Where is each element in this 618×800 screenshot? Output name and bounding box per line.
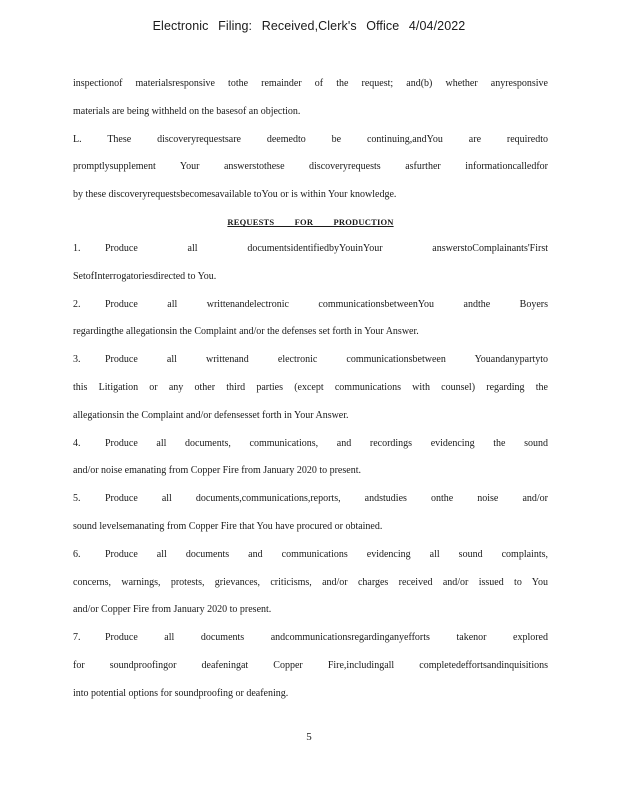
request-line bbox=[73, 485, 548, 513]
request-text: Produce all writtenand electronic communicationsbetween Youandanypartyto bbox=[105, 354, 548, 366]
request-number: 3. bbox=[73, 354, 81, 366]
request-item bbox=[73, 235, 548, 291]
document-body bbox=[73, 70, 548, 708]
request-text: Produce all documents,communications,reports, andstudies onthe noise and/or bbox=[105, 493, 548, 505]
section-title: REQUESTS FOR PRODUCTION bbox=[227, 216, 394, 227]
request-text: Produce all documents andcommunicationsregardinganyefforts takenor explored bbox=[105, 632, 548, 644]
intro-line: materials are being withheld on the basesof an objection. bbox=[73, 105, 301, 117]
request-line: SetofInterrogatoriesdirected to You. bbox=[73, 270, 217, 282]
request-text: Produce all writtenandelectronic communicationsbetweenYou andthe Boyers bbox=[105, 298, 548, 310]
request-line: concerns, warnings, protests, grievances, criticisms, and/or charges received and/or issued to You bbox=[73, 576, 548, 588]
request-line: for soundproofingor deafeningat Copper Fire,includingall completedeffortsandinquisitions bbox=[73, 659, 548, 671]
paragraph-l-line: promptlysupplement Your answerstothese discoveryrequests asfurther informationcalledfor bbox=[73, 161, 548, 173]
request-item bbox=[73, 430, 548, 486]
request-line: and/or noise emanating from Copper Fire from January 2020 to present. bbox=[73, 465, 361, 477]
request-text: Produce all documentsidentifiedbyYouinYour answerstoComplainants'First bbox=[105, 242, 548, 254]
intro-line: inspectionof materialsresponsive tothe remainder of the request; and(b) whether anyresponsive bbox=[73, 78, 548, 89]
request-item bbox=[73, 346, 548, 429]
request-line: allegationsin the Complaint and/or defensesset forth in Your Answer. bbox=[73, 409, 349, 421]
request-line bbox=[73, 346, 548, 374]
page-number: 5 bbox=[306, 731, 312, 743]
request-item bbox=[73, 541, 548, 624]
request-line bbox=[73, 291, 548, 319]
request-line: regardingthe allegationsin the Complaint and/or the defenses set forth in Your Answer. bbox=[73, 326, 419, 338]
request-number: 5. bbox=[73, 493, 81, 505]
request-number: 2. bbox=[73, 298, 81, 310]
request-item bbox=[73, 485, 548, 541]
request-line: this Litigation or any other third parties (except communications with counsel) regarding the bbox=[73, 381, 548, 393]
request-number: 7. bbox=[73, 632, 81, 644]
request-line bbox=[73, 235, 548, 263]
request-item bbox=[73, 624, 548, 707]
request-number: 1. bbox=[73, 242, 81, 254]
request-number: 4. bbox=[73, 437, 81, 449]
request-text: Produce all documents, communications, and recordings evidencing the sound bbox=[105, 437, 548, 449]
paragraph-l-line: by these discoveryrequestsbecomesavailable toYou or is within Your knowledge. bbox=[73, 189, 397, 201]
paragraph-l-line: L. These discoveryrequestsare deemedto be continuing,andYou are requiredto bbox=[73, 133, 548, 145]
request-line: and/or Copper Fire from January 2020 to present. bbox=[73, 604, 272, 616]
request-line bbox=[73, 430, 548, 458]
request-line bbox=[73, 541, 548, 569]
request-line: sound levelsemanating from Copper Fire that You have procured or obtained. bbox=[73, 520, 383, 532]
request-text: Produce all documents and communications evidencing all sound complaints, bbox=[105, 548, 548, 560]
request-line: into potential options for soundproofing or deafening. bbox=[73, 687, 289, 699]
requests-list bbox=[73, 235, 548, 708]
request-line bbox=[73, 624, 548, 652]
electronic-filing-header: Electronic Filing: Received,Clerk's Office 4/04/2022 bbox=[152, 19, 466, 33]
request-number: 6. bbox=[73, 548, 81, 560]
request-item bbox=[73, 291, 548, 347]
